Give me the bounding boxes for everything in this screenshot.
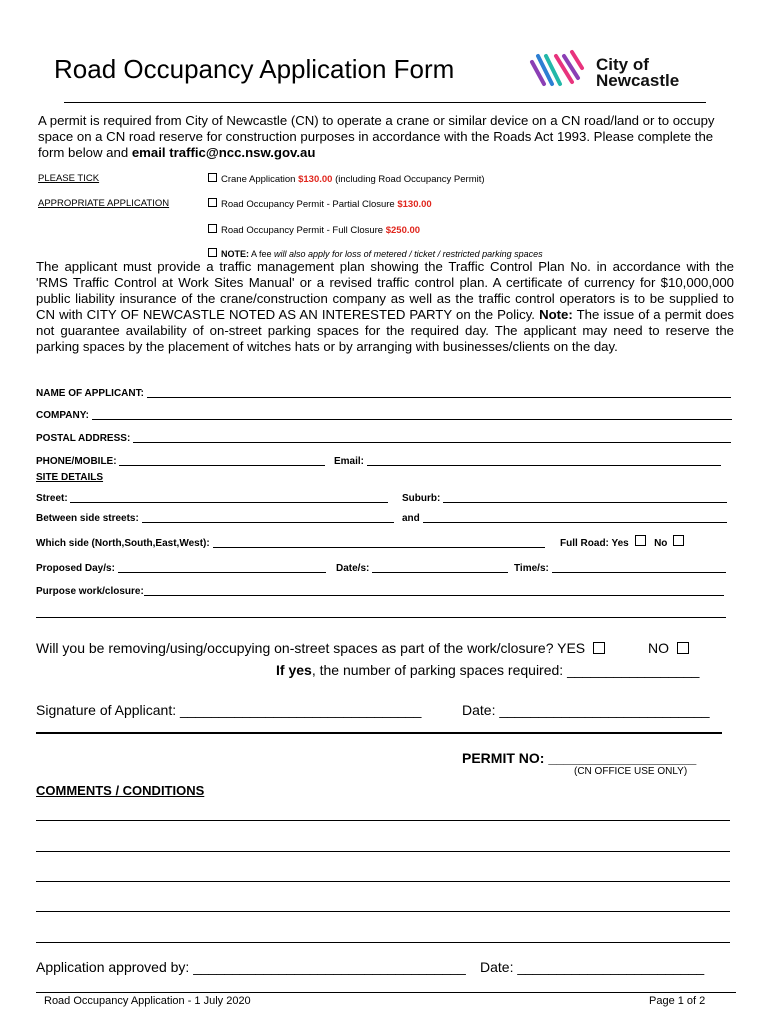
suburb-label: Suburb: xyxy=(402,493,441,504)
street-field xyxy=(36,492,388,504)
dates-input[interactable] xyxy=(372,562,508,573)
option-price: $130.00 xyxy=(298,174,333,185)
option-full-closure[interactable] xyxy=(208,224,420,236)
between-label: Between side streets: xyxy=(36,513,139,524)
comment-line[interactable] xyxy=(36,942,730,943)
requirements-paragraph xyxy=(36,259,734,355)
permit-number xyxy=(462,750,696,766)
office-use-note: (CN OFFICE USE ONLY) xyxy=(574,766,688,777)
note-text: A fee xyxy=(249,249,275,259)
checkbox[interactable] xyxy=(208,224,217,233)
between-field xyxy=(36,512,394,524)
footer-divider xyxy=(36,992,736,993)
parking-question xyxy=(36,640,605,656)
fee-note xyxy=(208,248,543,259)
suburb-input[interactable] xyxy=(443,492,727,503)
proposed-days-label: Proposed Day/s: xyxy=(36,563,115,574)
checkbox[interactable] xyxy=(208,198,217,207)
option-label: Crane Application xyxy=(221,174,299,185)
purpose-field xyxy=(36,585,724,597)
street-label: Street: xyxy=(36,493,68,504)
comment-line[interactable] xyxy=(36,881,730,882)
email-link[interactable]: email traffic@ncc.nsw.gov.au xyxy=(131,145,316,160)
and-field xyxy=(402,512,727,524)
city-of-newcastle-logo xyxy=(528,48,588,94)
comment-line[interactable] xyxy=(36,911,730,912)
logo-text xyxy=(596,57,679,89)
name-input[interactable] xyxy=(147,387,731,398)
which-side-input[interactable] xyxy=(213,537,545,548)
name-field xyxy=(36,387,731,399)
comment-line[interactable] xyxy=(36,851,730,852)
company-field xyxy=(36,409,732,421)
company-label: COMPANY: xyxy=(36,410,89,421)
paragraph-body: The applicant must provide a traffic management plan showing the Traffic Control Plan No. in accordance with the 'RMS Traffic Control at Work Sites Manual' or a revised traffic control plan. A certificate of currency for $10,000,000 public liability insurance of the crane/construction company as well as the traffic control operators is to be supplied to CN with CITY OF NEWCASTLE NOTED AS AN INTERESTED PARTY on the Policy. xyxy=(36,259,734,322)
option-label: Road Occupancy Permit - Full Closure xyxy=(221,225,386,236)
permit-label: PERMIT NO: xyxy=(462,750,545,766)
logo-line-2: Newcastle xyxy=(596,71,680,90)
and-label: and xyxy=(402,513,420,524)
signature-date-field[interactable]: Date: ___________________________ xyxy=(462,702,710,718)
logo-line-1: City of xyxy=(596,55,649,74)
note-label: NOTE: xyxy=(221,249,249,259)
header-divider xyxy=(64,102,706,103)
intro-body: A permit is required from City of Newcastle (CN) to operate a crane or similar device on a CN road/land or to occupy space on a CN road reserve for construction purposes in accordance with the Roads Act 1993. Please complete the form below and xyxy=(38,113,715,160)
proposed-days-field xyxy=(36,562,326,574)
times-input[interactable] xyxy=(552,562,726,573)
full-road-field xyxy=(560,535,684,549)
comments-heading: COMMENTS / CONDITIONS xyxy=(36,783,205,798)
checkbox[interactable] xyxy=(208,248,217,257)
which-side-label: Which side (North,South,East,West): xyxy=(36,538,210,549)
suburb-field xyxy=(402,492,727,504)
times-field xyxy=(514,562,726,574)
dates-field xyxy=(336,562,508,574)
question-text: Will you be removing/using/occupying on-street spaces as part of the work/closure? YES xyxy=(36,640,586,656)
yes-checkbox[interactable] xyxy=(635,535,646,546)
postal-field xyxy=(36,432,731,444)
times-label: Time/s: xyxy=(514,563,549,574)
phone-input[interactable] xyxy=(119,455,325,466)
option-crane[interactable] xyxy=(208,173,485,185)
option-price: $130.00 xyxy=(397,199,432,210)
spaces-line[interactable]: , the number of parking spaces required: _________________ xyxy=(311,662,700,678)
option-suffix: (including Road Occupancy Permit) xyxy=(332,174,485,185)
purpose-label: Purpose work/closure: xyxy=(36,586,144,597)
which-side-field xyxy=(36,537,545,549)
phone-field xyxy=(36,455,325,467)
yes-checkbox[interactable] xyxy=(593,642,605,654)
paragraph-note-text: The issue of a permit does not guarantee availability of on-street parking spaces for the required day. The applicant may need to reserve the parking spaces by the placement of witches hats or by arranging with businesses/clients on the day. xyxy=(36,307,734,354)
signature-field[interactable]: Signature of Applicant: _______________________________ xyxy=(36,702,422,718)
please-tick-label: PLEASE TICK xyxy=(38,173,100,184)
parking-spaces xyxy=(276,662,699,678)
footer-left: Road Occupancy Application - 1 July 2020 xyxy=(44,995,251,1007)
approved-by-field[interactable]: Application approved by: ___________________________________ xyxy=(36,959,466,975)
phone-label: PHONE/MOBILE: xyxy=(36,456,117,467)
paragraph-note-label: Note: xyxy=(539,307,573,322)
no-label: NO xyxy=(648,640,669,656)
email-field xyxy=(334,455,721,467)
email-label: Email: xyxy=(334,456,365,467)
site-details-heading: SITE DETAILS xyxy=(36,472,104,483)
approval-date-field[interactable]: Date: ________________________ xyxy=(480,959,705,975)
checkbox[interactable] xyxy=(208,173,217,182)
between-input[interactable] xyxy=(142,512,394,523)
comment-line[interactable] xyxy=(36,820,730,821)
intro-text xyxy=(38,113,738,161)
dates-label: Date/s: xyxy=(336,563,370,574)
and-input[interactable] xyxy=(423,512,727,523)
no-label: No xyxy=(654,538,668,549)
appropriate-application-label: APPROPRIATE APPLICATION xyxy=(38,198,170,209)
name-label: NAME OF APPLICANT: xyxy=(36,388,144,399)
proposed-days-input[interactable] xyxy=(118,562,326,573)
postal-input[interactable] xyxy=(133,432,731,443)
permit-input[interactable]: ___________________ xyxy=(548,750,697,766)
parking-no xyxy=(648,640,689,656)
page-title: Road Occupancy Application Form xyxy=(54,54,455,84)
postal-label: POSTAL ADDRESS: xyxy=(36,433,131,444)
street-input[interactable] xyxy=(70,492,388,503)
option-price: $250.00 xyxy=(385,225,421,236)
note-italic: will also apply for loss of metered / ticket / restricted parking spaces xyxy=(274,249,543,259)
no-checkbox[interactable] xyxy=(673,535,684,546)
option-partial-closure[interactable] xyxy=(208,198,432,210)
section-divider xyxy=(36,732,722,734)
purpose-line-2[interactable] xyxy=(36,617,726,618)
option-label: Road Occupancy Permit - Partial Closure xyxy=(221,199,398,210)
purpose-input[interactable] xyxy=(144,585,724,596)
full-road-label: Full Road: Yes xyxy=(560,538,629,549)
email-input[interactable] xyxy=(367,455,721,466)
company-input[interactable] xyxy=(92,409,732,420)
no-checkbox[interactable] xyxy=(677,642,689,654)
if-yes-label: If yes xyxy=(276,662,312,678)
page-number: Page 1 of 2 xyxy=(649,995,706,1007)
